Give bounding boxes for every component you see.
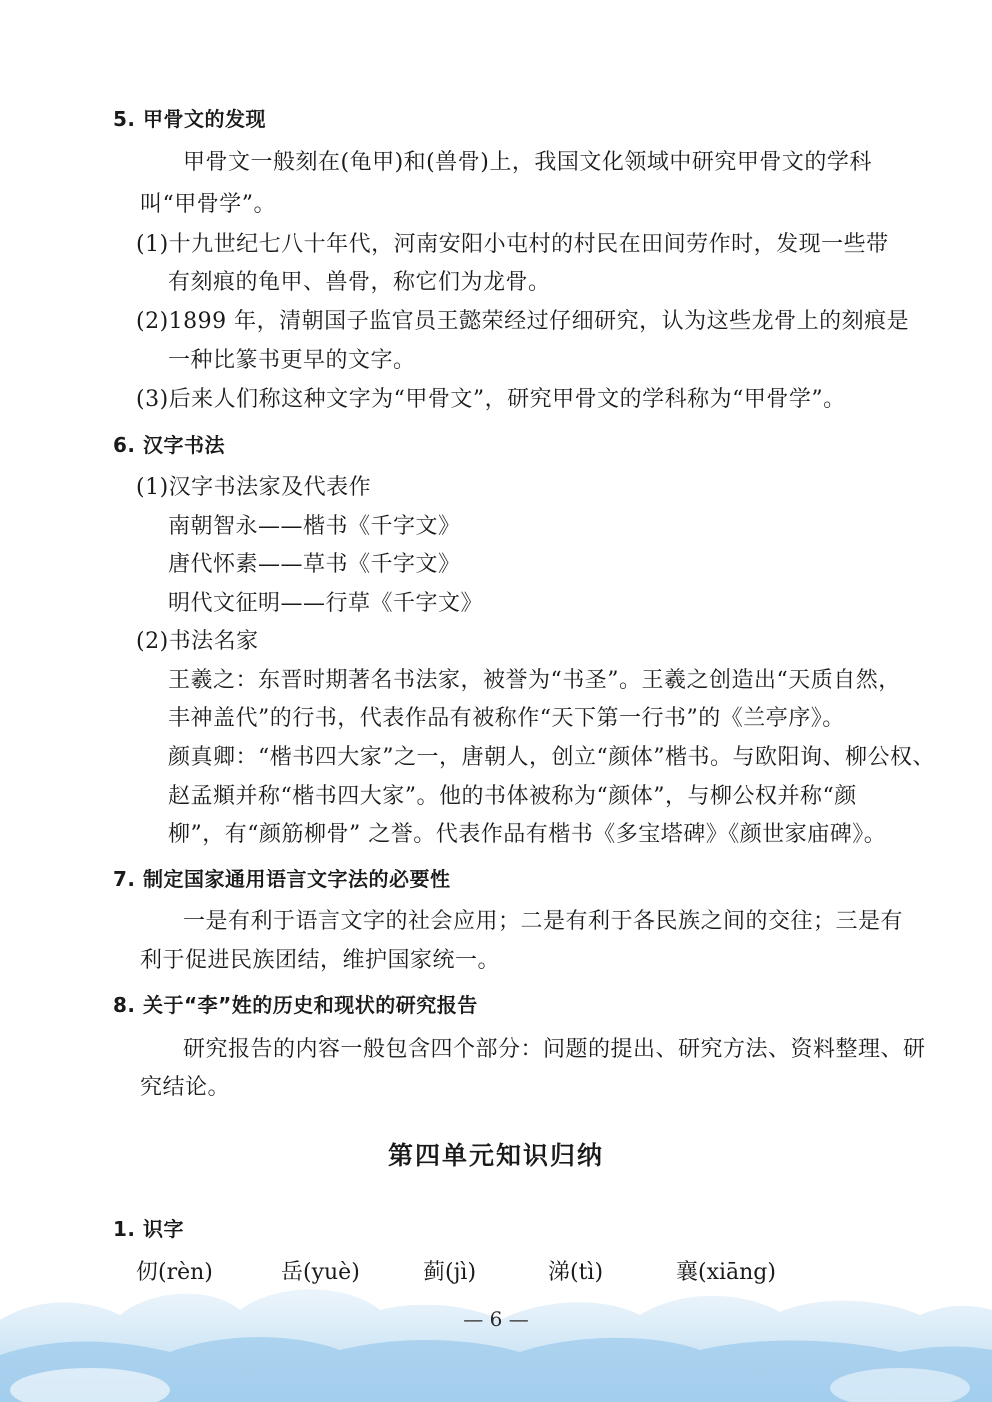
section-5-item-1-line-2: 有刻痕的龟甲、兽骨，称它们为龙骨。 [168, 270, 551, 295]
section-5-item-2-line-2: 一种比篆书更早的文字。 [168, 348, 416, 373]
section-8-body-line-2: 究结论。 [140, 1075, 231, 1100]
yan-zhenqing-line-1: 颜真卿：“楷书四大家”之一，唐朝人，创立“颜体”楷书。与欧阳询、柳公权、 [168, 745, 935, 770]
pinyin-char-3: 蓟(jì) [423, 1260, 477, 1285]
calligraphy-work-2: 唐代怀素——草书《千字文》 [168, 552, 461, 577]
section-5-item-2-line-1: (2)1899 年，清朝国子监官员王懿荣经过仔细研究，认为这些龙骨上的刻痕是 [136, 309, 910, 334]
pinyin-char-1: 仞(rèn) [136, 1260, 213, 1285]
section-8-heading: 8. 关于“李”姓的历史和现状的研究报告 [113, 993, 478, 1017]
pinyin-char-5: 襄(xiāng) [676, 1260, 776, 1285]
calligraphy-work-3: 明代文征明——行草《千字文》 [168, 591, 484, 616]
section-5-item-1-line-1: (1)十九世纪七八十年代，河南安阳小屯村的村民在田间劳作时，发现一些带 [136, 232, 889, 257]
unit-4-section-1-heading: 1. 识字 [113, 1217, 184, 1241]
section-5-heading: 5. 甲骨文的发现 [113, 107, 266, 131]
section-6-sub-1: (1)汉字书法家及代表作 [136, 475, 372, 500]
section-7-body-line-1: 一是有利于语言文字的社会应用；二是有利于各民族之间的交往；三是有 [183, 909, 904, 934]
section-6-sub-2: (2)书法名家 [136, 629, 259, 654]
section-8-body-line-1: 研究报告的内容一般包含四个部分：问题的提出、研究方法、资料整理、研 [183, 1037, 926, 1062]
section-7-body-line-2: 利于促进民族团结，维护国家统一。 [140, 948, 501, 973]
yan-zhenqing-line-3: 柳”，有“颜筋柳骨” 之誉。代表作品有楷书《多宝塔碑》《颜世家庙碑》。 [168, 822, 887, 847]
wang-xizhi-line-2: 丰神盖代”的行书，代表作品有被称作“天下第一行书”的《兰亭序》。 [168, 706, 845, 731]
pinyin-character-row [0, 1258, 992, 1292]
calligraphy-work-1: 南朝智永——楷书《千字文》 [168, 514, 461, 539]
page-number: — 6 — [463, 1307, 529, 1331]
wang-xizhi-line-1: 王羲之：东晋时期著名书法家，被誉为“书圣”。王羲之创造出“天质自然， [168, 668, 901, 693]
section-5-item-3: (3)后来人们称这种文字为“甲骨文”，研究甲骨文的学科称为“甲骨学”。 [136, 387, 846, 412]
pinyin-char-2: 岳(yuè) [281, 1260, 360, 1285]
unit-4-title: 第四单元知识归纳 [387, 1141, 604, 1170]
yan-zhenqing-line-2: 赵孟頫并称“楷书四大家”。他的书体被称为“颜体”，与柳公权并称“颜 [168, 784, 857, 809]
section-6-heading: 6. 汉字书法 [113, 433, 225, 457]
section-7-heading: 7. 制定国家通用语言文字法的必要性 [113, 867, 451, 891]
section-5-intro-line-1: 甲骨文一般刻在(龟甲)和(兽骨)上，我国文化领域中研究甲骨文的学科 [183, 150, 872, 175]
pinyin-char-4: 涕(tì) [548, 1260, 604, 1285]
section-5-intro-line-2: 叫“甲骨学”。 [140, 192, 276, 217]
